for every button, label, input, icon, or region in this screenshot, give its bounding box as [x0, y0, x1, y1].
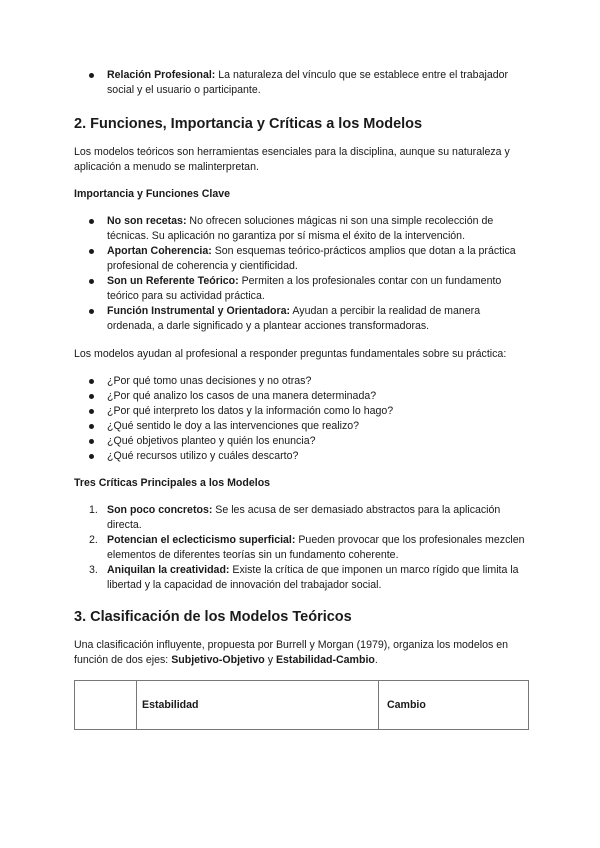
- list-item-text: Permiten a los profesionales contar con un fundamento teórico para su actividad práctica.: [107, 275, 502, 302]
- classification-table: [74, 680, 529, 730]
- page-content: [74, 68, 530, 730]
- section-2-intro: Los modelos teóricos son herramientas esenciales para la disciplina, aunque su naturaleza y aplicación a menudo se malinterpretan.: [74, 146, 510, 173]
- list-item: [74, 274, 530, 304]
- list-item: [74, 503, 530, 533]
- list-item-term: Función Instrumental y Orientadora:: [107, 305, 291, 317]
- functions-list: [74, 214, 530, 334]
- list-item-text: Pueden provocar que los profesionales mezclen elementos de diferentes teorías sin un fundamento coherente.: [107, 534, 525, 561]
- list-item-term: Aniquilan la creatividad:: [107, 564, 230, 576]
- list-item-number: 2.: [89, 534, 98, 546]
- subheading-functions: Importancia y Funciones Clave: [74, 188, 231, 200]
- list-item: [74, 563, 530, 593]
- section-3-intro: [74, 638, 530, 668]
- axis-stability-change: Estabilidad-Cambio: [275, 654, 375, 666]
- intro-text: Una clasificación influyente, propuesta por Burrell y Morgan (1979), organiza los modelos en función de dos ejes:: [74, 639, 508, 666]
- list-item-text: Son esquemas teórico-prácticos amplios que dotan a la práctica profesional de coherencia y cientificidad.: [107, 245, 516, 272]
- list-item-text: No ofrecen soluciones mágicas ni son una simple recolección de técnicas. Su aplicación no garantiza por sí misma el éxito de la intervención.: [107, 215, 494, 242]
- section-2-heading: 2. Funciones, Importancia y Críticas a los Modelos: [74, 116, 423, 132]
- list-item: [74, 214, 530, 244]
- table-header-cell: Cambio: [379, 681, 529, 730]
- list-item: [74, 244, 530, 274]
- list-item-term: Son un Referente Teórico:: [107, 275, 239, 287]
- intro-text: .: [374, 654, 378, 666]
- intro-text: y: [264, 654, 276, 666]
- table-header-cell: Estabilidad: [137, 681, 379, 730]
- list-item-number: 3.: [89, 564, 98, 576]
- table-header-cell: [75, 681, 137, 730]
- table-row: [75, 681, 529, 730]
- questions-intro: Los modelos ayudan al profesional a responder preguntas fundamentales sobre su práctica:: [74, 348, 507, 360]
- list-item-term: Aportan Coherencia:: [107, 245, 212, 257]
- list-item: [74, 68, 530, 98]
- list-item: ¿Por qué analizo los casos de una manera determinada?: [74, 389, 530, 404]
- list-item: [74, 304, 530, 334]
- list-item: ¿Qué sentido le doy a las intervenciones que realizo?: [74, 419, 530, 434]
- list-item-term: No son recetas:: [107, 215, 187, 227]
- list-item-term: Son poco concretos:: [107, 504, 213, 516]
- list-item: ¿Qué objetivos planteo y quién los enuncia?: [74, 434, 530, 449]
- questions-list: [74, 374, 530, 464]
- critiques-list: [74, 503, 530, 593]
- list-item: [74, 533, 530, 563]
- list-item-number: 1.: [89, 504, 98, 516]
- list-item-text: Ayudan a percibir la realidad de manera ordenada, a darle significado y a plantear acciones transformadoras.: [107, 305, 481, 332]
- list-item-text: Se les acusa de ser demasiado abstractos para la aplicación directa.: [107, 504, 501, 531]
- list-item: ¿Por qué interpreto los datos y la información como lo hago?: [74, 404, 530, 419]
- list-item: ¿Por qué tomo unas decisiones y no otras?: [74, 374, 530, 389]
- section-3-heading: 3. Clasificación de los Modelos Teóricos: [74, 609, 352, 625]
- top-bullet-list: [74, 68, 530, 98]
- axis-subjective-objective: Subjetivo-Objetivo: [171, 654, 265, 666]
- list-item-text: Existe la crítica de que imponen un marco rígido que limita la libertad y la capacidad de innovación del trabajador social.: [107, 564, 519, 591]
- subheading-critiques: Tres Críticas Principales a los Modelos: [74, 477, 271, 489]
- list-item: ¿Qué recursos utilizo y cuáles descarto?: [74, 449, 530, 464]
- list-item-term: Potencian el eclecticismo superficial:: [107, 534, 296, 546]
- list-item-term: Relación Profesional:: [107, 69, 216, 81]
- list-item-text: La naturaleza del vínculo que se establece entre el trabajador social y el usuario o participante.: [107, 69, 509, 96]
